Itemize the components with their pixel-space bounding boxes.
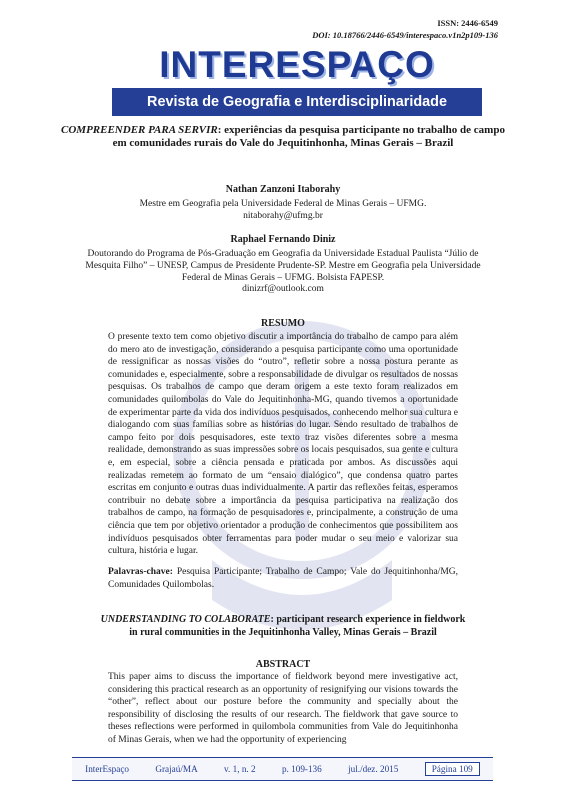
keywords [108, 566, 458, 591]
author-1-email[interactable]: nitaborahy@ufmg.br [243, 211, 323, 221]
logo-text-espaco: ESPAÇO [275, 44, 435, 85]
author-2-email[interactable]: dinizrf@outlook.com [242, 284, 324, 294]
title-rest: : experiências da pesquisa participante no trabalho de campo em comunidades rurais do Vale do Jequitinhonha, Minas Gerais – Brazil [112, 124, 505, 149]
logo-text-inter: INTER [159, 44, 276, 85]
abstract-heading: ABSTRACT [255, 659, 311, 670]
abstract-text: This paper aims to discuss the importance of fieldwork beyond mere investigative act, considering this practical research as an opportunity of resignifying our visions towards the “other”, reflect about our posture before the community and specially about the responsibility of disclosing the results of our research. The fieldwork that gave source to theses reflections were performed in quilombola communities from Vale do Jequitinhonha of Minas Gerais, when we had the opportunity of experiencing [108, 672, 458, 745]
english-title [100, 613, 466, 639]
footer-city: Grajaú/MA [155, 764, 198, 774]
footer-pages: p. 109-136 [281, 764, 322, 774]
keywords-text: Pesquisa Participante; Trabalho de Campo; Vale do Jequitinhonha/MG, Comunidades Quilombolas. [108, 567, 459, 590]
journal-banner [112, 88, 482, 116]
title-italic: COMPREENDER PARA SERVIR [61, 124, 218, 136]
footer-volume: v. 1, n. 2 [224, 764, 256, 774]
author-2-name: Raphael Fernando Diniz [230, 234, 336, 245]
author-2-affiliation: Doutorando do Programa de Pós-Graduação em Geografia da Universidade Estadual Paulista “Júlio de Mesquita Filho” – UNESP, Campus de Presidente Prudente-SP. Mestre em Geografia pela Universidade Federal de Minas Gerais – UFMG. Bolsista FAPESP. [85, 249, 481, 283]
journal-logo [112, 44, 482, 86]
journal-name: Revista de Geografia e Interdisciplinaridade [147, 94, 447, 110]
resumo-text: O presente texto tem como objetivo discutir a importância do trabalho de campo para além do mero ato de investigação, considerando a pesquisa participante como uma oportunidade de ressignificar as nossas visões do “outro”, refletir sobre a nossa postura perante as comunidades e, especialmente, sobre a responsabilidade de divulgar os resultados de nossas pesquisas. Os trabalhos de campo que deram origem a este texto foram realizados em comunidades quilombolas do Vale do Jequitinhonha-MG, quando tivemos a oportunidade de experimentar parte da vida dos indivíduos pesquisados, conhecendo melhor sua cultura e dialogando com suas famílias sobre as histórias do lugar. Sendo resultado de trabalhos de campo feito por dois pesquisadores, este texto traz visões diferentes sobre a mesma realidade, demonstrando as suas impressões sobre os locais pesquisados, sua gente e cultura e, em especial, sobre a ciência pensada e praticada por ambos. As discussões aqui realizadas remetem ao formato de um “ensaio dialógico”, que condensa quatro partes escritas em conjunto e outras duas individualmente. A partir das reflexões feitas, esperamos contribuir no debate sobre a importância da pesquisa participativa na realização dos trabalhos de campo, na formação de pesquisadores e, principalmente, a construção de uma ciência que tem por objetivo orientador a produção de conhecimentos que possibilitem aos indivíduos pesquisados obter ferramentas para poder mudar o seu meio e valorizar sua cultura, história e lugar. [108, 332, 458, 557]
footer-date: jul./dez. 2015 [348, 764, 399, 774]
footer-page-number: Página 109 [425, 762, 480, 776]
author-1-name: Nathan Zanzoni Itaborahy [225, 184, 341, 195]
english-title-italic: UNDERSTANDING TO COLABORATE [100, 614, 271, 625]
resumo-heading: RESUMO [261, 318, 305, 329]
footer-journal: InterEspaço [85, 764, 130, 774]
article-title [60, 124, 506, 150]
english-title-rest: : participant research experience in fieldwork in rural communities in the Jequitinhonha Valley, Minas Gerais – Brazil [129, 614, 466, 638]
doi-label: DOI: 10.18766/2446-6549/interespaco.v1n2p109-136 [312, 30, 498, 40]
page-footer [72, 757, 493, 781]
keywords-label: Palavras-chave: [108, 567, 173, 577]
author-1-affiliation: Mestre em Geografia pela Universidade Federal de Minas Gerais – UFMG. [139, 199, 427, 209]
issn-label: ISSN: 2446-6549 [437, 18, 498, 28]
